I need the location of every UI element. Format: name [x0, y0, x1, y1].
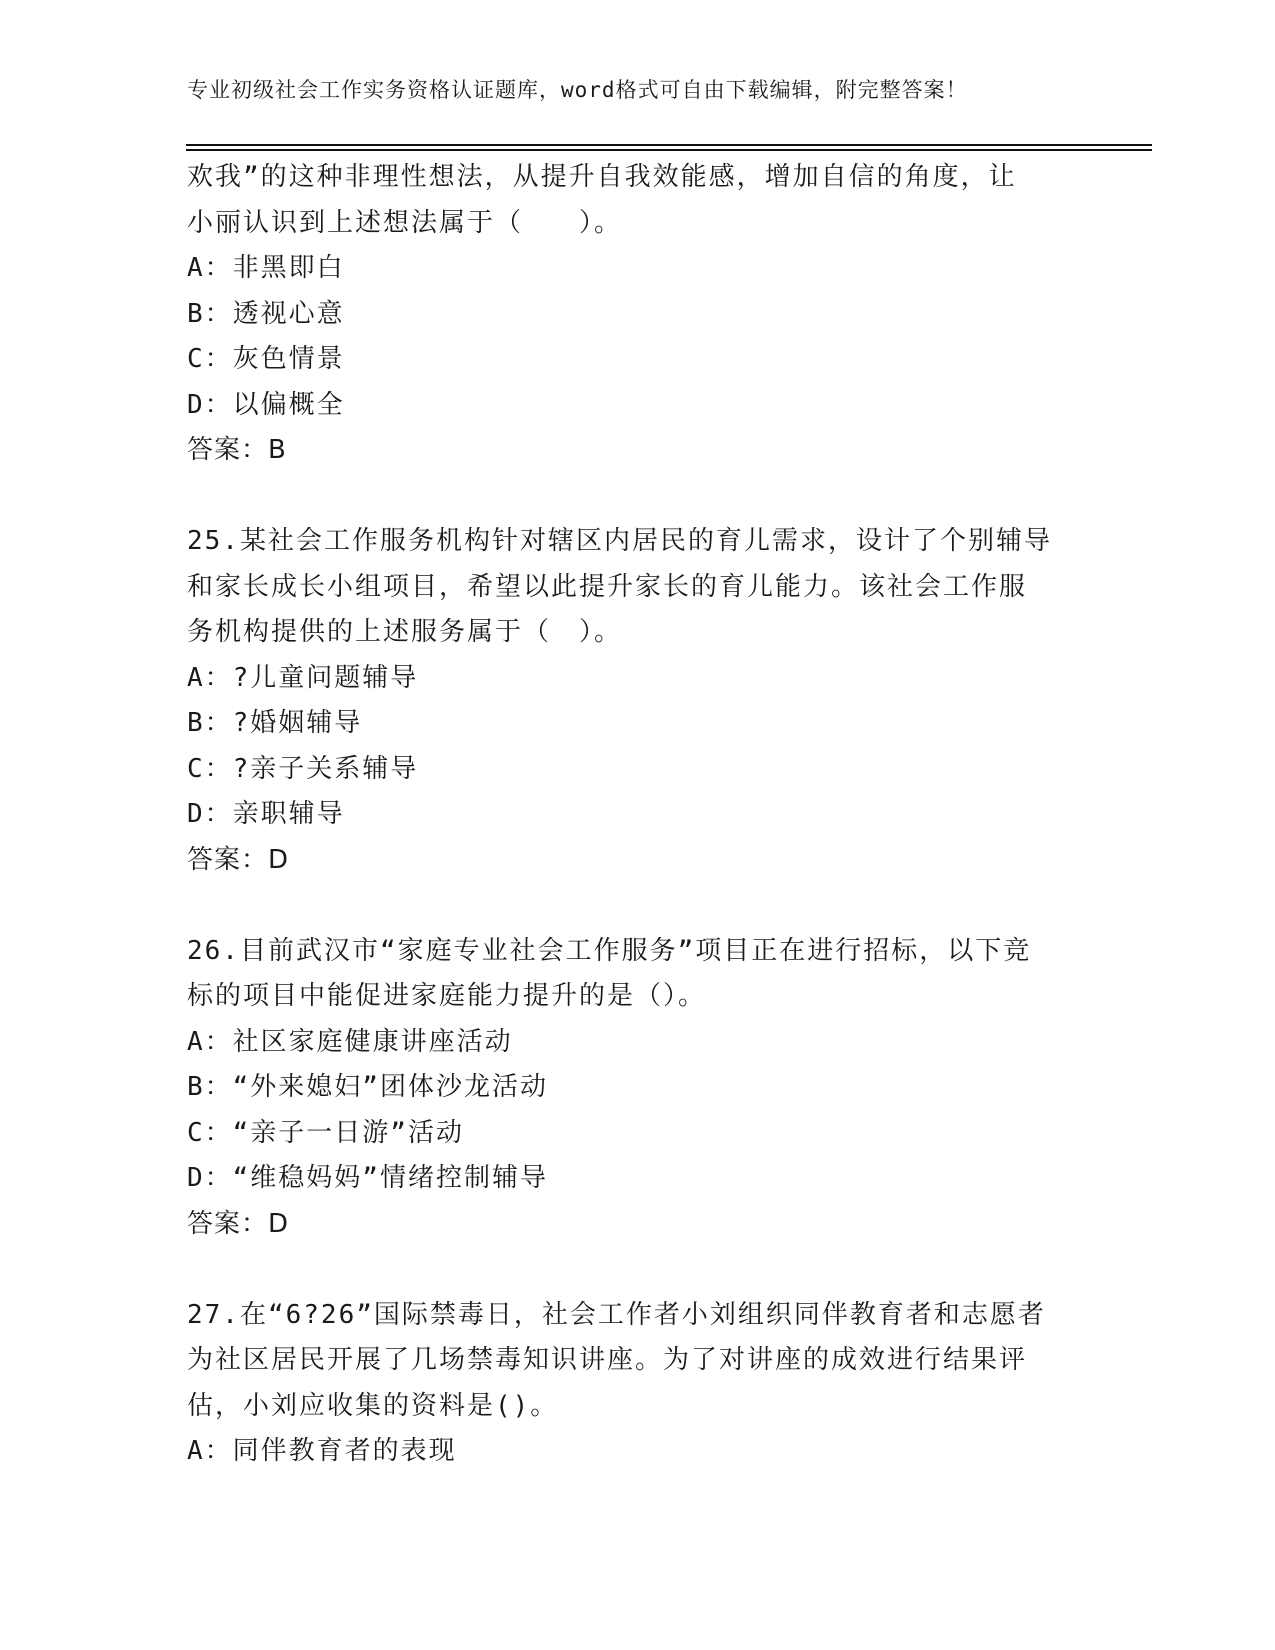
- question-text-line: 26.目前武汉市“家庭专业社会工作服务”项目正在进行招标，以下竞: [187, 935, 1032, 966]
- option-d: D：亲职辅导: [187, 799, 345, 829]
- option-c: C：“亲子一日游”活动: [187, 1117, 464, 1148]
- option-b: B：透视心意: [187, 298, 345, 329]
- page-header-title: 专业初级社会工作实务资格认证题库，word格式可自由下载编辑，附完整答案！: [187, 78, 968, 102]
- question-text-line: 和家长成长小组项目，希望以此提升家长的育儿能力。该社会工作服: [187, 571, 1028, 602]
- option-c: C：?亲子关系辅导: [187, 753, 419, 784]
- question-block-27: [187, 1293, 1087, 1475]
- question-block-24: [187, 155, 1087, 474]
- option-a: A：?儿童问题辅导: [187, 662, 419, 693]
- block-spacer: [187, 474, 1087, 520]
- question-block-25: [187, 519, 1087, 883]
- block-spacer: [187, 883, 1087, 929]
- header-rule-bottom: [186, 149, 1152, 151]
- question-text-line: 欢我”的这种非理性想法，从提升自我效能感，增加自信的角度，让: [187, 162, 1017, 192]
- question-block-26: [187, 929, 1087, 1248]
- option-b: B：?婚姻辅导: [187, 708, 363, 738]
- option-a: A：社区家庭健康讲座活动: [187, 1026, 513, 1057]
- question-text-line: 为社区居民开展了几场禁毒知识讲座。为了对讲座的成效进行结果评: [187, 1345, 1028, 1375]
- option-c: C：灰色情景: [187, 344, 345, 374]
- question-text-line: 27.在“6?26”国际禁毒日，社会工作者小刘组织同伴教育者和志愿者: [187, 1299, 1046, 1330]
- block-spacer: [187, 1247, 1087, 1293]
- answer-line: 答案：B: [187, 435, 287, 465]
- option-d: D：“维稳妈妈”情绪控制辅导: [187, 1163, 548, 1193]
- question-text-line: 小丽认识到上述想法属于（ ）。: [187, 207, 623, 238]
- option-d: D：以偏概全: [187, 389, 345, 420]
- answer-line: 答案：D: [187, 844, 290, 875]
- answer-line: 答案：D: [187, 1208, 290, 1239]
- question-content: [187, 155, 1087, 1475]
- header-rule-top: [186, 144, 1152, 146]
- question-text-line: 务机构提供的上述服务属于（ ）。: [187, 617, 623, 647]
- option-a: A：同伴教育者的表现: [187, 1436, 457, 1466]
- option-b: B：“外来媳妇”团体沙龙活动: [187, 1072, 548, 1102]
- question-text-line: 25.某社会工作服务机构针对辖区内居民的育儿需求，设计了个别辅导: [187, 526, 1052, 556]
- question-text-line: 估，小刘应收集的资料是()。: [187, 1390, 559, 1421]
- option-a: A：非黑即白: [187, 253, 345, 283]
- question-text-line: 标的项目中能促进家庭能力提升的是（）。: [187, 981, 707, 1011]
